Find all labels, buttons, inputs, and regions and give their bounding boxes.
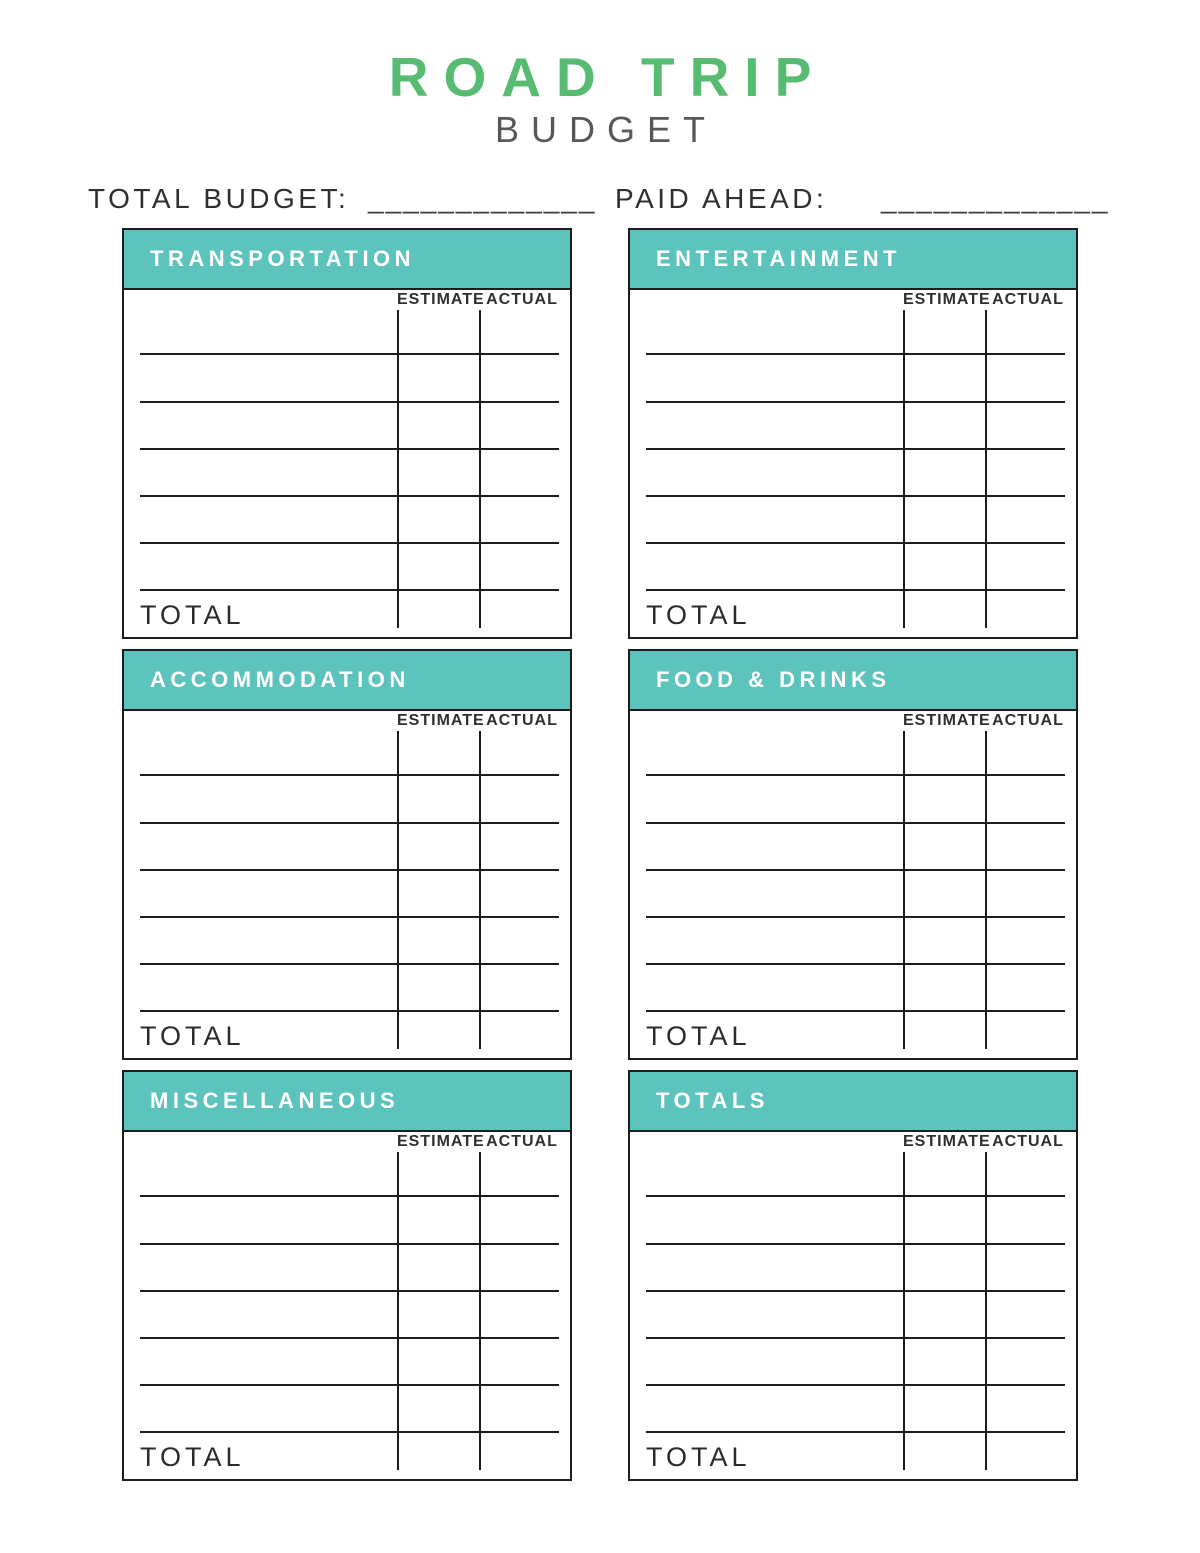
- total-row-label: TOTAL: [646, 1442, 751, 1472]
- estimate-column-header: ESTIMATE: [397, 712, 485, 729]
- estimate-column-divider-line: [397, 1152, 399, 1470]
- actual-column-divider-line: [479, 310, 481, 628]
- entry-line: [140, 1337, 559, 1339]
- actual-column-header: ACTUAL: [992, 291, 1064, 308]
- total-budget-label: TOTAL BUDGET:: [88, 183, 350, 214]
- entry-line: [140, 495, 559, 497]
- section-title: ENTERTAINMENT: [656, 246, 902, 271]
- section-title: ACCOMMODATION: [150, 667, 410, 692]
- entry-line: [646, 916, 1065, 918]
- entry-line: [140, 1431, 559, 1433]
- entry-line: [140, 822, 559, 824]
- entry-line: [140, 916, 559, 918]
- estimate-column-header: ESTIMATE: [903, 291, 991, 308]
- entry-line: [140, 1195, 559, 1197]
- estimate-column-header: ESTIMATE: [397, 291, 485, 308]
- section-header: [630, 1072, 1076, 1132]
- entry-line: [646, 822, 1065, 824]
- entry-line: [140, 1384, 559, 1386]
- total-row-label: TOTAL: [140, 1021, 245, 1051]
- entry-line: [646, 1337, 1065, 1339]
- entry-line: [140, 1290, 559, 1292]
- section-card-transportation: [122, 228, 572, 639]
- entry-line: [140, 589, 559, 591]
- section-header: [124, 1072, 570, 1132]
- section-title: FOOD & DRINKS: [656, 667, 891, 692]
- total-row-label: TOTAL: [140, 1442, 245, 1472]
- section-title: TOTALS: [656, 1088, 769, 1113]
- section-header: [124, 651, 570, 711]
- section-card-entertainment: [628, 228, 1078, 639]
- entry-line: [646, 448, 1065, 450]
- entry-line: [646, 963, 1065, 965]
- entry-line: [140, 448, 559, 450]
- actual-column-header: ACTUAL: [992, 712, 1064, 729]
- actual-column-divider-line: [985, 731, 987, 1049]
- actual-column-divider-line: [985, 310, 987, 628]
- section-header: [630, 651, 1076, 711]
- entry-line: [140, 542, 559, 544]
- total-budget-blank: _____________: [368, 183, 597, 214]
- entry-line: [140, 353, 559, 355]
- entry-line: [140, 1243, 559, 1245]
- actual-column-divider-line: [479, 731, 481, 1049]
- estimate-column-divider-line: [903, 1152, 905, 1470]
- total-row-label: TOTAL: [140, 600, 245, 630]
- section-header: [630, 230, 1076, 290]
- entry-line: [646, 1010, 1065, 1012]
- section-card-food-drinks: [628, 649, 1078, 1060]
- entry-line: [646, 1384, 1065, 1386]
- entry-line: [646, 1290, 1065, 1292]
- estimate-column-divider-line: [903, 731, 905, 1049]
- actual-column-divider-line: [479, 1152, 481, 1470]
- section-title: TRANSPORTATION: [150, 246, 416, 271]
- estimate-column-divider-line: [903, 310, 905, 628]
- actual-column-header: ACTUAL: [992, 1133, 1064, 1150]
- entry-line: [140, 1010, 559, 1012]
- page-title: ROAD TRIP: [388, 46, 827, 108]
- actual-column-header: ACTUAL: [486, 291, 558, 308]
- estimate-column-divider-line: [397, 310, 399, 628]
- paid-ahead-blank: _____________: [881, 183, 1110, 214]
- total-row-label: TOTAL: [646, 600, 751, 630]
- entry-line: [646, 1243, 1065, 1245]
- entry-line: [140, 774, 559, 776]
- entry-line: [646, 774, 1065, 776]
- entry-line: [646, 1431, 1065, 1433]
- section-card-miscellaneous: [122, 1070, 572, 1481]
- actual-column-divider-line: [985, 1152, 987, 1470]
- entry-line: [646, 1195, 1065, 1197]
- entry-line: [140, 401, 559, 403]
- actual-column-header: ACTUAL: [486, 712, 558, 729]
- page-subtitle: BUDGET: [494, 109, 717, 150]
- estimate-column-divider-line: [397, 731, 399, 1049]
- entry-line: [646, 495, 1065, 497]
- actual-column-header: ACTUAL: [486, 1133, 558, 1150]
- section-header: [124, 230, 570, 290]
- section-title: MISCELLANEOUS: [150, 1088, 400, 1113]
- entry-line: [646, 353, 1065, 355]
- section-card-totals: [628, 1070, 1078, 1481]
- entry-line: [140, 963, 559, 965]
- paid-ahead-label: PAID AHEAD:: [615, 183, 828, 214]
- entry-line: [140, 869, 559, 871]
- entry-line: [646, 401, 1065, 403]
- entry-line: [646, 542, 1065, 544]
- entry-line: [646, 589, 1065, 591]
- total-row-label: TOTAL: [646, 1021, 751, 1051]
- section-card-accommodation: [122, 649, 572, 1060]
- estimate-column-header: ESTIMATE: [903, 1133, 991, 1150]
- estimate-column-header: ESTIMATE: [397, 1133, 485, 1150]
- entry-line: [646, 869, 1065, 871]
- estimate-column-header: ESTIMATE: [903, 712, 991, 729]
